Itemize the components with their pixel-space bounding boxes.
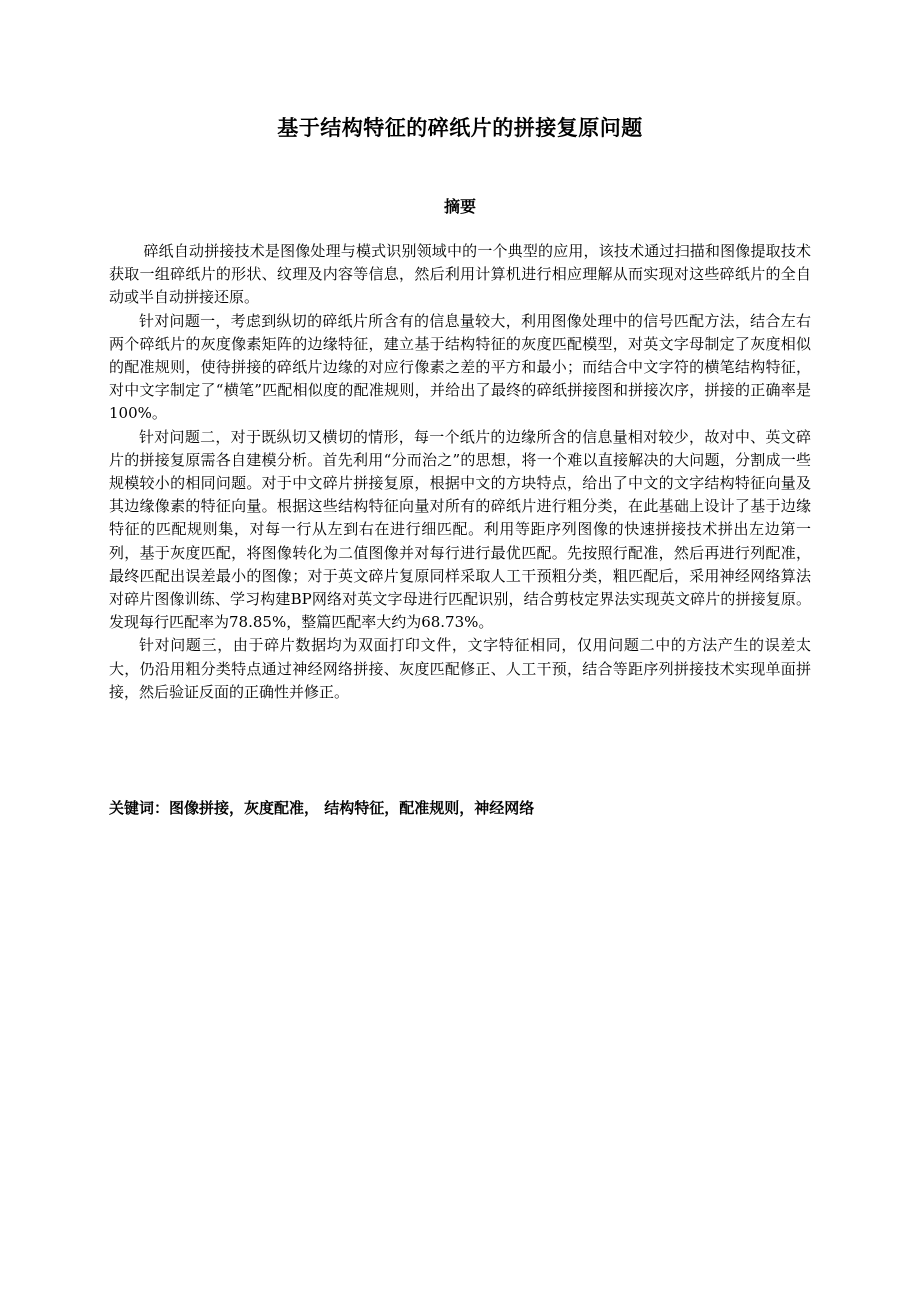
paper-title: 基于结构特征的碎纸片的拼接复原问题 <box>277 116 643 140</box>
abstract-heading: 摘要 <box>443 197 476 216</box>
abstract-paragraph-problem-2: 针对问题二，对于既纵切又横切的情形，每一个纸片的边缘所含的信息量相对较少，故对中、英文碎片的拼接复原需各自建模分析。首先利用“分而治之”的思想，将一个难以直接解决的大问题，分割成一些规模较小的相同问题。对于中文碎片拼接复原，根据中文的方块特点，给出了中文的文字结构特征向量及其边缘像素的特征向量。根据这些结构特征向量对所有的碎纸片进行粗分类，在此基础上设计了基于边缘特征的匹配规则集，对每一行从左到右在进行细匹配。利用等距序列图像的快速拼接技术拼出左边第一列，基于灰度匹配，将图像转化为二值图像并对每行进行最优匹配。先按照行配准，然后再进行列配准，最终匹配出误差最小的图像；对于英文碎片复原同样采取人工干预粗分类，粗匹配后，采用神经网络算法对碎片图像训练、学习构建BP网络对英文字母进行匹配识别，结合剪枝定界法实现英文碎片的拼接复原。发现每行匹配率为78.85%，整篇匹配率大约为68.73%。 <box>109 427 811 632</box>
abstract-paragraph-problem-3: 针对问题三，由于碎片数据均为双面打印文件，文字特征相同，仅用问题二中的方法产生的误差太大，仍沿用粗分类特点通过神经网络拼接、灰度匹配修正、人工干预，结合等距序列拼接技术实现单面拼接，然后验证反面的正确性并修正。 <box>109 636 811 701</box>
abstract-body <box>109 240 811 704</box>
keywords-line: 关键词：图像拼接，灰度配准， 结构特征，配准规则，神经网络 <box>109 799 535 817</box>
abstract-paragraph-intro: 碎纸自动拼接技术是图像处理与模式识别领域中的一个典型的应用，该技术通过扫描和图像提取技术获取一组碎纸片的形状、纹理及内容等信息，然后利用计算机进行相应理解从而实现对这些碎纸片的全自动或半自动拼接还原。 <box>109 242 811 307</box>
abstract-paragraph-problem-1: 针对问题一，考虑到纵切的碎纸片所含有的信息量较大，利用图像处理中的信号匹配方法，结合左右两个碎纸片的灰度像素矩阵的边缘特征，建立基于结构特征的灰度匹配模型，对英文字母制定了灰度相似的配准规则，使待拼接的碎纸片边缘的对应行像素之差的平方和最小；而结合中文字符的横笔结构特征，对中文字制定了“横笔”匹配相似度的配准规则，并给出了最终的碎纸拼接图和拼接次序，拼接的正确率是100%。 <box>109 311 811 423</box>
